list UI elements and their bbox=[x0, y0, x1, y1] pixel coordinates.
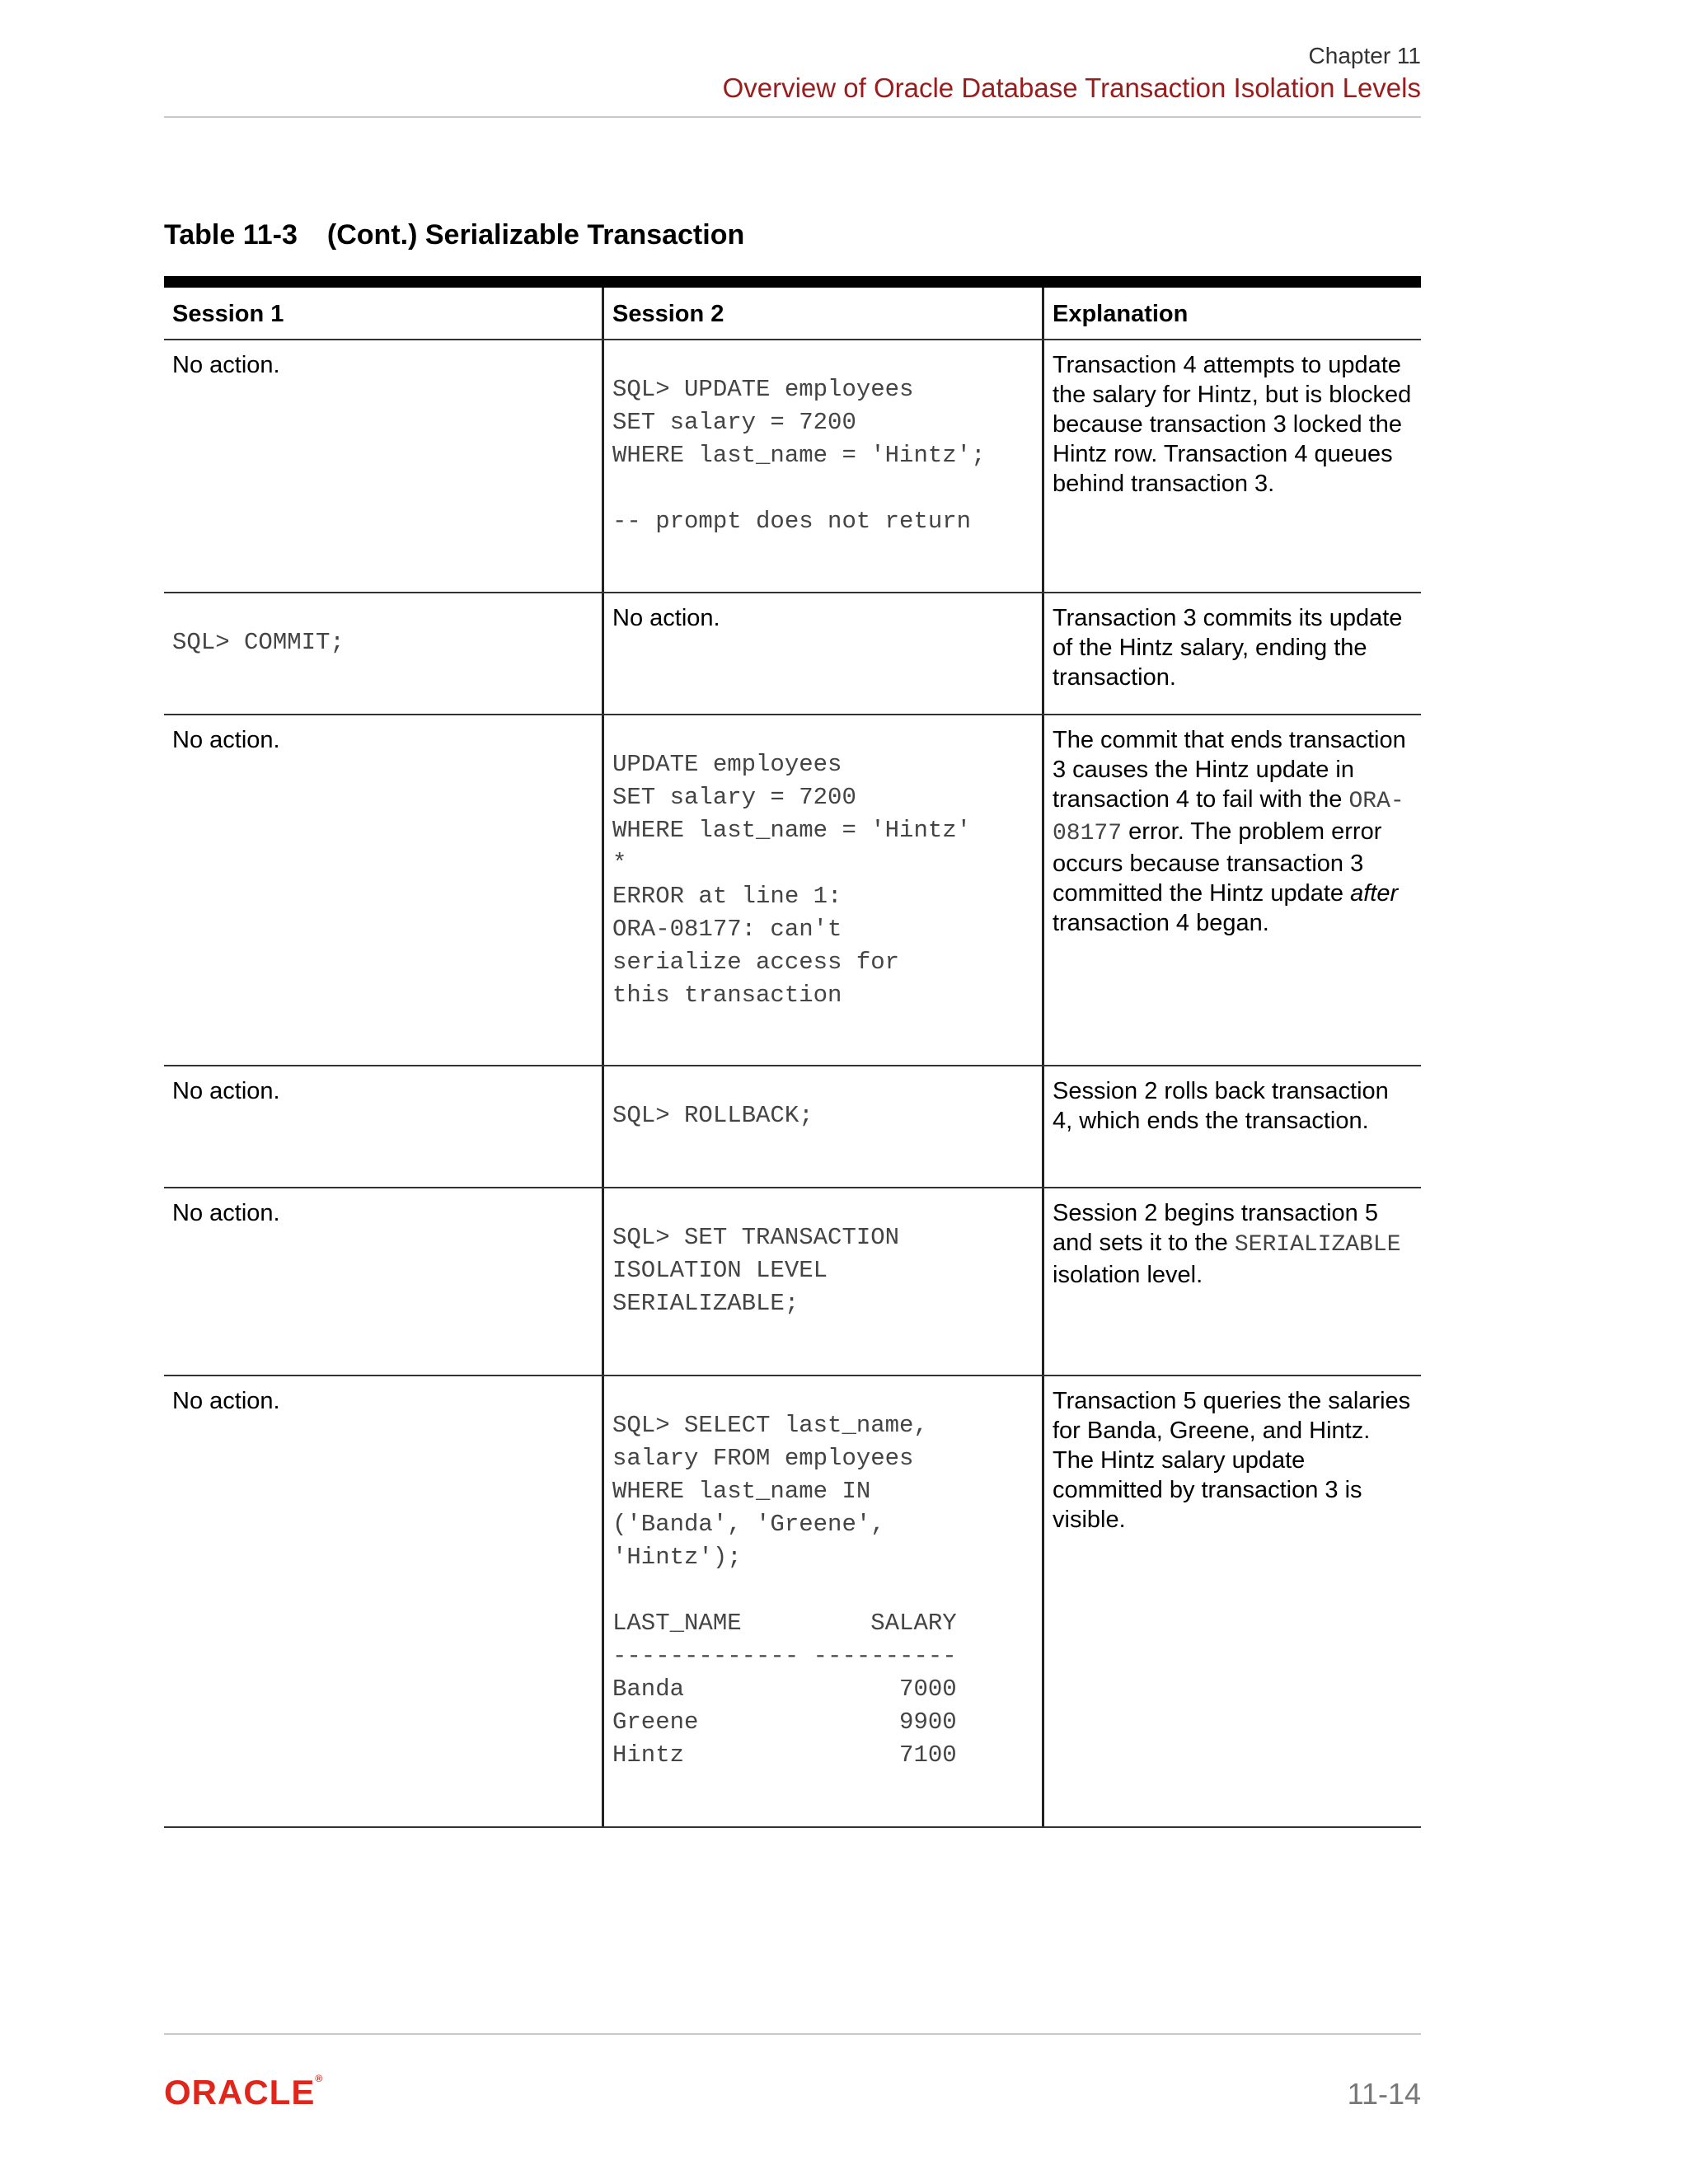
explanation-text: error. The problem error occurs because transaction 3 committed the Hintz update bbox=[1053, 818, 1382, 907]
isolation-keyword: SERIALIZABLE bbox=[1234, 1232, 1401, 1258]
code-block: UPDATE employees SET salary = 7200 WHERE last_name = 'Hintz' * ERROR at line 1: ORA-08177: can't serialize access for this transaction bbox=[612, 751, 972, 1009]
explanation-cell bbox=[1042, 715, 1421, 1065]
serializable-transaction-table bbox=[164, 276, 1421, 1828]
session-1-cell: No action. bbox=[172, 1200, 280, 1226]
session-1-cell bbox=[164, 593, 602, 714]
table-top-rule bbox=[164, 276, 1421, 288]
error-code: ORA-08177 bbox=[1053, 789, 1404, 846]
explanation-text: isolation level. bbox=[1053, 1262, 1203, 1288]
code-block: SQL> SELECT last_name, salary FROM employees WHERE last_name IN ('Banda', 'Greene', 'Hintz'); LAST_NAME SALARY ------------- ---------- Banda 7000 Greene 9900 Hintz 7100 bbox=[612, 1412, 957, 1769]
session-2-cell bbox=[602, 340, 1042, 592]
table-caption-title: (Cont.) Serializable Transaction bbox=[326, 219, 745, 251]
session-1-cell: No action. bbox=[172, 1388, 280, 1414]
chapter-section-title[interactable]: Overview of Oracle Database Transaction Isolation Levels bbox=[722, 73, 1421, 103]
column-header-session-2: Session 2 bbox=[602, 288, 1042, 339]
session-2-cell bbox=[602, 1188, 1042, 1375]
table-row bbox=[164, 340, 1421, 593]
page-number: 11-14 bbox=[1347, 2077, 1421, 2111]
oracle-logo: ORACLE® bbox=[164, 2073, 324, 2111]
emphasis-text: after bbox=[1350, 880, 1399, 907]
explanation-cell bbox=[1042, 1188, 1421, 1375]
explanation-cell: Transaction 3 commits its update of the Hintz salary, ending the transaction. bbox=[1042, 593, 1421, 714]
explanation-text: Session 2 begins transaction 5 and sets it to the bbox=[1053, 1200, 1378, 1256]
table-row bbox=[164, 1376, 1421, 1828]
explanation-text: transaction 4 began. bbox=[1053, 910, 1269, 936]
table-row bbox=[164, 715, 1421, 1066]
column-header-session-1: Session 1 bbox=[172, 301, 284, 327]
session-2-cell bbox=[602, 1376, 1042, 1826]
table-row bbox=[164, 1066, 1421, 1188]
table-header-row bbox=[164, 288, 1421, 340]
table-row bbox=[164, 1188, 1421, 1376]
session-1-cell: No action. bbox=[172, 352, 280, 378]
code-block: SQL> SET TRANSACTION ISOLATION LEVEL SERIALIZABLE; bbox=[612, 1224, 900, 1317]
header-divider bbox=[164, 116, 1421, 118]
code-block: SQL> ROLLBACK; bbox=[612, 1102, 814, 1129]
session-2-cell bbox=[602, 1066, 1042, 1187]
table-caption bbox=[164, 219, 744, 251]
explanation-text: The commit that ends transaction 3 causes the Hintz update in transaction 4 to fail with the bbox=[1053, 727, 1406, 813]
table-row bbox=[164, 593, 1421, 715]
chapter-label: Chapter 11 bbox=[1308, 43, 1421, 68]
column-header-explanation: Explanation bbox=[1042, 288, 1421, 339]
footer-divider bbox=[164, 2033, 1421, 2035]
session-1-cell: No action. bbox=[172, 727, 280, 753]
code-block: SQL> UPDATE employees SET salary = 7200 WHERE last_name = 'Hintz'; -- prompt does not return bbox=[612, 376, 986, 535]
table-caption-number: Table 11-3 bbox=[164, 219, 298, 251]
session-1-cell: No action. bbox=[172, 1078, 280, 1104]
explanation-cell: Transaction 4 attempts to update the salary for Hintz, but is blocked because transaction 3 locked the Hintz row. Transaction 4 queues behind transaction 3. bbox=[1042, 340, 1421, 592]
session-2-cell bbox=[602, 715, 1042, 1065]
code-block: SQL> COMMIT; bbox=[172, 629, 345, 656]
explanation-cell: Transaction 5 queries the salaries for Banda, Greene, and Hintz. The Hintz salary update committed by transaction 3 is visible. bbox=[1042, 1376, 1421, 1826]
session-2-cell: No action. bbox=[602, 593, 1042, 714]
explanation-cell: Session 2 rolls back transaction 4, which ends the transaction. bbox=[1042, 1066, 1421, 1187]
